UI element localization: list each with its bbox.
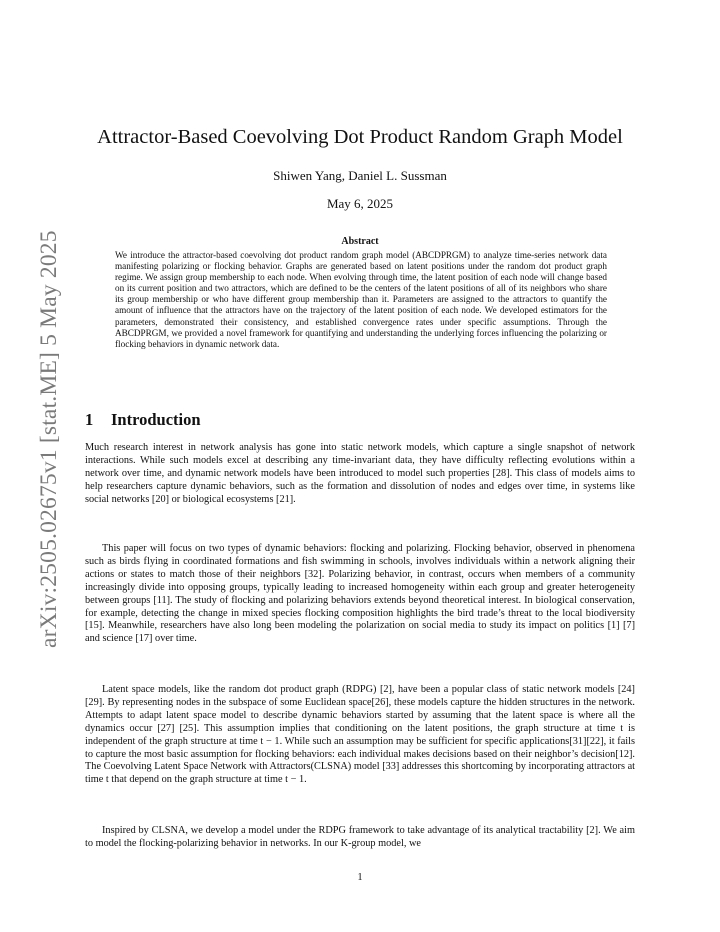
intro-paragraph-3: Latent space models, like the random dot product graph (RDPG) [2], have been a popular class of static network models [24] [29]. By representing nodes in the subspace of some Euclidean space[26], these models capture the hidden structures in the network. Attempts to adapt latent space model to describe dynamic behaviors started by assuming that the latent space is where all the dynamics occur [27] [25]. This assumption implies that conditioning on the latent positions, the graph structure at time t is independent of the graph structure at time t − 1. While such an assumption may be sufficient for specific applications[31][22], it fails to capture the most basic assumption for flocking behaviors: each individual makes decisions based on their neighbor’s decision[12]. The Coevolving Latent Space Network with Attractors(CLSNA) model [33] addresses this shortcoming by incorporating attractors at time t that depend on the graph structure at time t − 1.	[85, 684, 635, 786]
arxiv-identifier: arXiv:2505.02675v1 [stat.ME] 5 May 2025	[36, 230, 62, 648]
paper-title: Attractor-Based Coevolving Dot Product Random Graph Model	[97, 126, 623, 148]
page-number: 1	[357, 872, 363, 883]
section-heading	[85, 410, 201, 430]
intro-paragraph-2: This paper will focus on two types of dynamic behaviors: flocking and polarizing. Flocking behavior, observed in phenomena such as birds flying in coordinated formations and fish swimming in schools, involves individuals within a network aligning their actions or states to match those of their neighbors [32]. Polarizing behavior, in contrast, occurs when members of a community increasingly divide into opposing groups, typically leading to increased homogeneity within each group and greater heterogeneity between groups [11]. The study of flocking and polarizing behaviors extends beyond theoretical interest. In biological conservation, for example, detecting the change in mixed species flocking composition highlights the bird trade’s threat to the local biodiversity [15]. Meanwhile, researchers have also long been modeling the polarization on social media to study its impact on politics [1] [7] and science [17] over time.	[85, 543, 635, 645]
abstract-text: We introduce the attractor-based coevolving dot product random graph model (ABCDPRGM) to analyze time-series network data manifesting polarizing or flocking behavior. Graphs are generated based on latent positions under the random dot product graph regime. We assign group membership to each node. When evolving through time, the latent position of each node will change based on its current position and two attractors, which are defined to be the centers of the latent positions of all of its neighbors who share its group membership or who have different group membership than it. Parameters are assigned to the attractors to quantify the amount of influence that the attractors have on the trajectory of the latent position of each node. We developed estimators for the parameters, demonstrated their consistency, and established convergence rates under specific assumptions. Through the ABCDPRGM, we provided a novel framework for quantifying and understanding the underlying forces influencing the polarizing or flocking behaviors in dynamic network data.	[115, 250, 607, 349]
section-number: 1	[85, 410, 94, 429]
arxiv-sidebar	[18, 230, 62, 648]
section-title: Introduction	[111, 410, 201, 429]
paper-date: May 6, 2025	[326, 196, 394, 211]
paper-authors: Shiwen Yang, Daniel L. Sussman	[273, 168, 447, 183]
abstract-heading: Abstract	[341, 236, 379, 247]
intro-paragraph-1: Much research interest in network analysis has gone into static network models, which capture a single snapshot of network interactions. While such models excel at describing any time-invariant data, they have difficulty reflecting evolutions within a network over time, and dynamic network models have been introduced to model such properties [28]. This class of models aims to help researchers capture dynamic behaviors, such as the formation and dissolution of nodes and edges over time, in systems like social networks [20] or biological ecosystems [21].	[85, 442, 635, 505]
intro-paragraph-4: Inspired by CLSNA, we develop a model under the RDPG framework to take advantage of its analytical tractability [2]. We aim to model the flocking-polarizing behavior in networks. In our K-group model, we	[85, 825, 635, 849]
